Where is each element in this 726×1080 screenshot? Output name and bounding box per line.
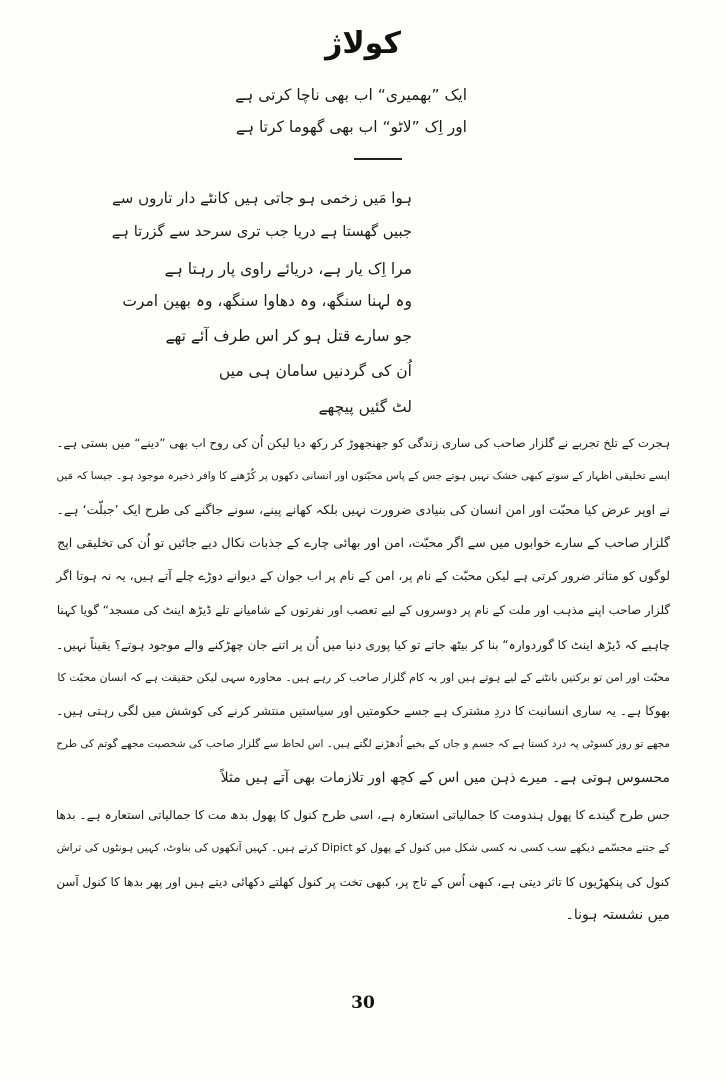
prose-line: چاہیے کہ ڈیڑھ اینٹ کا گوردوارہ“ بنا کر بیٹھ جاتے تو کیا پوری دنیا میں اُن پر اتنے جان چھڑکنے والے موجود ہوتے؟ یقیناً نہیں۔ bbox=[56, 638, 670, 652]
prose-line: گلزار صاحب اپنے مذہب اور ملت کے نام پر دوسروں کے لیے تعصب اور نفرتوں کے شامیانے تلے ڈیڑھ اینٹ کی مسجد“ گویا کہنا bbox=[56, 603, 670, 617]
prose-line: ہجرت کے تلخ تجربے نے گلزار صاحب کی ساری زندگی کو جھنجھوڑ کر رکھ دیا لیکن اُن کی روح اب بھی ”دینے“ میں بستی ہے۔ bbox=[56, 436, 670, 450]
section-divider bbox=[354, 158, 402, 160]
prose-line: محبّت اور امن تو برکتیں بانٹنے کے لیے ہوتے ہیں اور یہ کام گلزار صاحب کر رہے ہیں۔ محاورہ سہی لیکن حقیقت ہے کہ انسان محبّت کا bbox=[57, 671, 670, 684]
poem-line: جبیں گھستا ہے دریا جب تری سرحد سے گزرتا ہے bbox=[111, 223, 412, 240]
prose-line: بھوکا ہے۔ یہ ساری انسانیت کا دردِ مشترک ہے جسے حکومتیں اور سیاستیں منتشر کرنے کی کوشش میں لگی رہتی ہیں۔ bbox=[56, 704, 670, 718]
prose-line: نے اوپر عرض کیا محبّت اور امن انسان کی بنیادی ضرورت نہیں بلکہ کھانے پینے، سونے جاگنے کی طرح ایک ’جبلّت‘ ہے۔ bbox=[56, 502, 670, 517]
prose-line: جس طرح گیندے کا پھول ہندومت کا جمالیاتی استعارہ ہے، اسی طرح کنول کا پھول بدھ مت کا جمالیاتی استعارہ ہے۔ بدھا bbox=[55, 808, 670, 822]
intro-line: ایک ”بھمیری“ اب بھی ناچا کرتی ہے bbox=[235, 86, 467, 104]
prose-line: کے جتنے مجسّمے دیکھے سب کسی نہ کسی شکل میں کنول کے پھول کو Dipict کرتے ہیں۔ کہیں آنکھوں کی بناوٹ، کہیں ہونٹوں کی تراش bbox=[56, 841, 670, 854]
intro-line: اور اِک ”لاٹو“ اب بھی گھوما کرتا ہے bbox=[235, 118, 467, 136]
poem-line: وہ لہنا سنگھ، وہ دھاوا سنگھ، وہ بھین امرت bbox=[122, 292, 412, 310]
poem-line: جو سارے قتل ہو کر اس طرف آئے تھے bbox=[165, 327, 412, 345]
prose-line: ایسے تخلیقی اظہار کے سوتے کبھی خشک نہیں ہوتے جس کے پاس محبّتوں اور انسانی دکھوں پر کُڑھنے کا وافر ذخیرہ موجود ہو۔ جیسا کہ مَیں bbox=[56, 470, 670, 482]
page-number: 30 bbox=[351, 993, 375, 1013]
prose-line: مجھے تو روز کسوٹی پہ درد کستا ہے کہ جسم و جاں کے بخیے اُدھڑنے لگتے ہیں۔ اس لحاظ سے گلزار صاحب کی شخصیت مجھے گوتم کی طرح bbox=[56, 738, 670, 750]
poem-line: ہوا مَیں زخمی ہو جاتی ہیں کانٹے دار تاروں سے bbox=[112, 189, 412, 207]
prose-line: لوگوں کو متاثر ضرور کرتی ہے لیکن محبّت کے نام پر، امن کے نام پر اب جوان کے دیوانے دوڑے چلے آتے ہیں، یہ نہ ہوتا اگر bbox=[56, 569, 670, 583]
prose-line: محسوس ہوتی ہے۔ میرے ذہن میں اس کے کچھ اور تلازمات بھی آتے ہیں مثلاً bbox=[220, 770, 670, 786]
poem-line: اُن کی گردنیں سامان ہی میں bbox=[218, 362, 412, 380]
page-title: کولاژ bbox=[325, 26, 401, 61]
poem-line: لٹ گئیں پیچھے bbox=[318, 398, 412, 416]
poem-line: مرا اِک یار ہے، دریائے راوی پار رہتا ہے bbox=[164, 260, 412, 278]
prose-line: کنول کی پنکھڑیوں کا تاثر دیتی ہے، کبھی اُس کے تاج پر، کبھی تخت پر کنول کھلتے دکھائی دیتے ہیں اور پھر بدھا کا کنول آسن bbox=[56, 875, 670, 889]
prose-line: میں نشستہ ہونا۔ bbox=[565, 907, 670, 923]
prose-line: گلزار صاحب کے سارے خوابوں میں سے اگر محبّت، امن اور بھائی چارے کے جذبات نکال دیے جائیں تو اُن کی تخلیقی اپج bbox=[57, 535, 670, 550]
